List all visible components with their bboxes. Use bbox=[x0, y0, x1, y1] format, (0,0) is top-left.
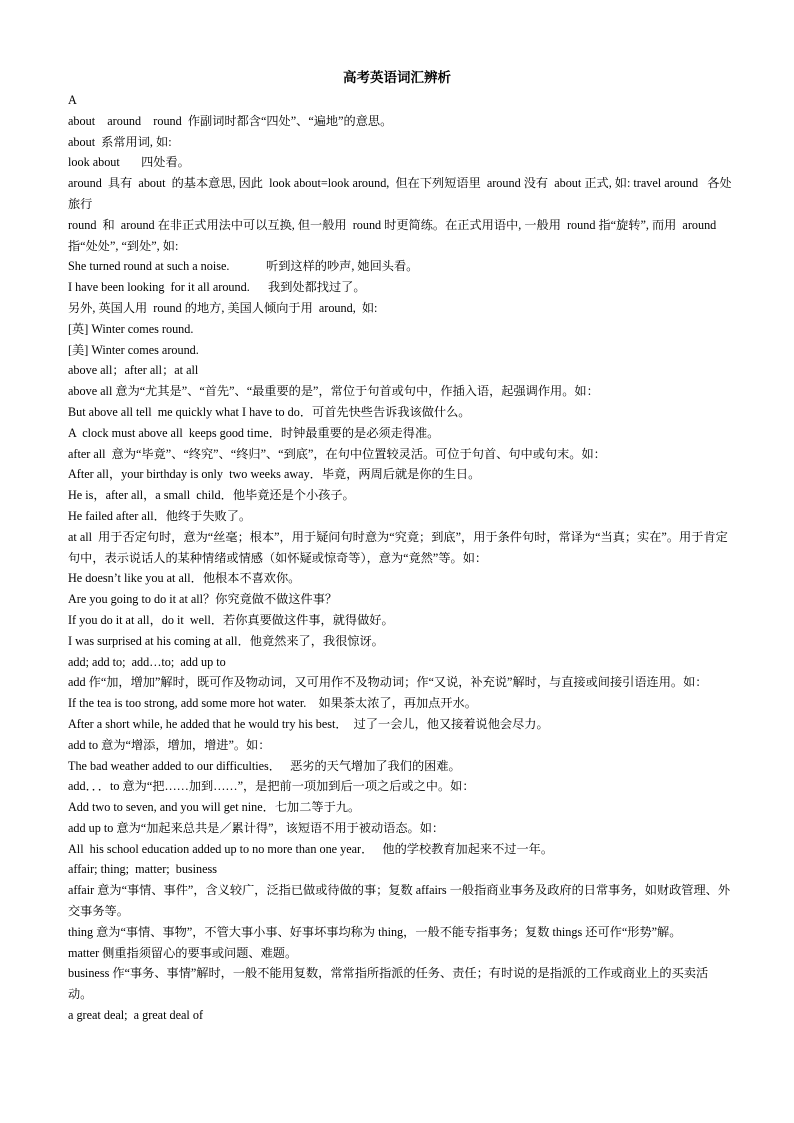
document-body bbox=[68, 90, 732, 1026]
text-line: [美] Winter comes around. bbox=[68, 342, 199, 357]
text-line: add; add to; add…to; add up to bbox=[68, 654, 226, 669]
page-title: 高考英语词汇辨析 bbox=[343, 70, 451, 85]
text-line: I have been looking for it all around. 我到处都找过了。 bbox=[68, 280, 366, 295]
text-line: look about 四处看。 bbox=[68, 155, 190, 170]
text-line: Are you going to do it at all？你究竟做不做这件事？ bbox=[68, 592, 338, 607]
text-line: add 作“加，增加”解时，既可作及物动词，又可用作不及物动词；作“又说，补充说”解时，与直接或间接引语连用。如： bbox=[68, 675, 708, 690]
text-line: He is，after all，a small child．他毕竟还是个小孩子。 bbox=[68, 488, 355, 503]
text-line: After a short while, he added that he would try his best． 过了一会儿，他又接着说他会尽力。 bbox=[68, 716, 549, 731]
text-line: He failed after all．他终于失败了。 bbox=[68, 508, 252, 523]
text-line: add to 意为“增添，增加，增进”。如： bbox=[68, 737, 271, 752]
text-line: at all 用于否定句时，意为“丝毫；根本”，用于疑问句时意为“究竟；到底”，用于条件句时，常译为“当真；实在”。用于肯定句中，表示说话人的某种情绪或情感（如怀疑或惊奇等），意为“竟然”等。如： bbox=[68, 529, 728, 565]
text-line: after all 意为“毕竟”、“终究”、“终归”、“到底”，在句中位置较灵活。可位于句首、句中或句末。如： bbox=[68, 446, 606, 461]
text-line: [英] Winter comes round. bbox=[68, 321, 194, 336]
text-line: around 具有 about 的基本意思, 因此 look about=look around, 但在下列短语里 around 没有 about 正式, 如: travel around 各处旅行 bbox=[68, 176, 732, 211]
text-line: matter 侧重指须留心的要事或问题、难题。 bbox=[68, 945, 298, 960]
text-line: above all 意为“尤其是”、“首先”、“最重要的是”，常位于句首或句中，作插入语，起强调作用。如： bbox=[68, 384, 599, 399]
text-line: I was surprised at his coming at all．他竟然来了，我很惊讶。 bbox=[68, 633, 384, 648]
text-line: Add two to seven, and you will get nine．七加二等于九。 bbox=[68, 800, 361, 815]
text-line: add up to 意为“加起来总共是／累计得”，该短语不用于被动语态。如： bbox=[68, 820, 445, 835]
text-line: a great deal; a great deal of bbox=[68, 1008, 203, 1023]
text-line: She turned round at such a noise. 听到这样的吵声, 她回头看。 bbox=[68, 259, 419, 274]
text-line: about 系常用词, 如: bbox=[68, 134, 172, 149]
text-line: about around round 作副词时都含“四处”、“遍地”的意思。 bbox=[68, 113, 393, 128]
text-line: A clock must above all keeps good time．时钟最重要的是必须走得准。 bbox=[68, 425, 440, 440]
text-line: If the tea is too strong, add some more hot water. 如果茶太浓了，再加点开水。 bbox=[68, 696, 477, 711]
text-line: If you do it at all，do it well．若你真要做这件事，就得做好。 bbox=[68, 612, 394, 627]
text-line: A bbox=[68, 93, 77, 107]
text-line: He doesn’t like you at all．他根本不喜欢你。 bbox=[68, 571, 301, 586]
text-line: The bad weather added to our difficulties． 恶劣的天气增加了我们的困难。 bbox=[68, 758, 461, 773]
text-line: add．．．to 意为“把……加到……”，是把前一项加到后一项之后或之中。如： bbox=[68, 779, 475, 794]
text-line: thing 意为“事情、事物”，不管大事小事、好事坏事均称为 thing，一般不能专指事务；复数 things 还可作“形势”解。 bbox=[68, 924, 682, 939]
text-line: But above all tell me quickly what I have to do．可首先快些告诉我该做什么。 bbox=[68, 404, 471, 419]
text-line: business 作“事务、事情”解时，一般不能用复数，常常指所指派的任务、责任；有时说的是指派的工作或商业上的买卖活动。 bbox=[68, 966, 709, 1002]
text-line: affair 意为“事情、事件”，含义较广，泛指已做或待做的事；复数 affairs 一般指商业事务及政府的日常事务，如财政管理、外交事务等。 bbox=[68, 883, 731, 919]
text-line: affair; thing; matter; business bbox=[68, 862, 218, 877]
text-line: above all；after all；at all bbox=[68, 363, 199, 378]
text-line: All his school education added up to no more than one year． 他的学校教育加起来不过一年。 bbox=[68, 841, 554, 856]
text-line: round 和 around 在非正式用法中可以互换, 但一般用 round 时更简练。在正式用语中, 一般用 round 指“旋转”, 而用 around 指“处处”, “到处”, 如: bbox=[68, 217, 720, 253]
text-line: 另外, 英国人用 round 的地方, 美国人倾向于用 around, 如: bbox=[68, 300, 378, 315]
text-line: After all，your birthday is only two weeks away．毕竟，两周后就是你的生日。 bbox=[68, 467, 481, 482]
